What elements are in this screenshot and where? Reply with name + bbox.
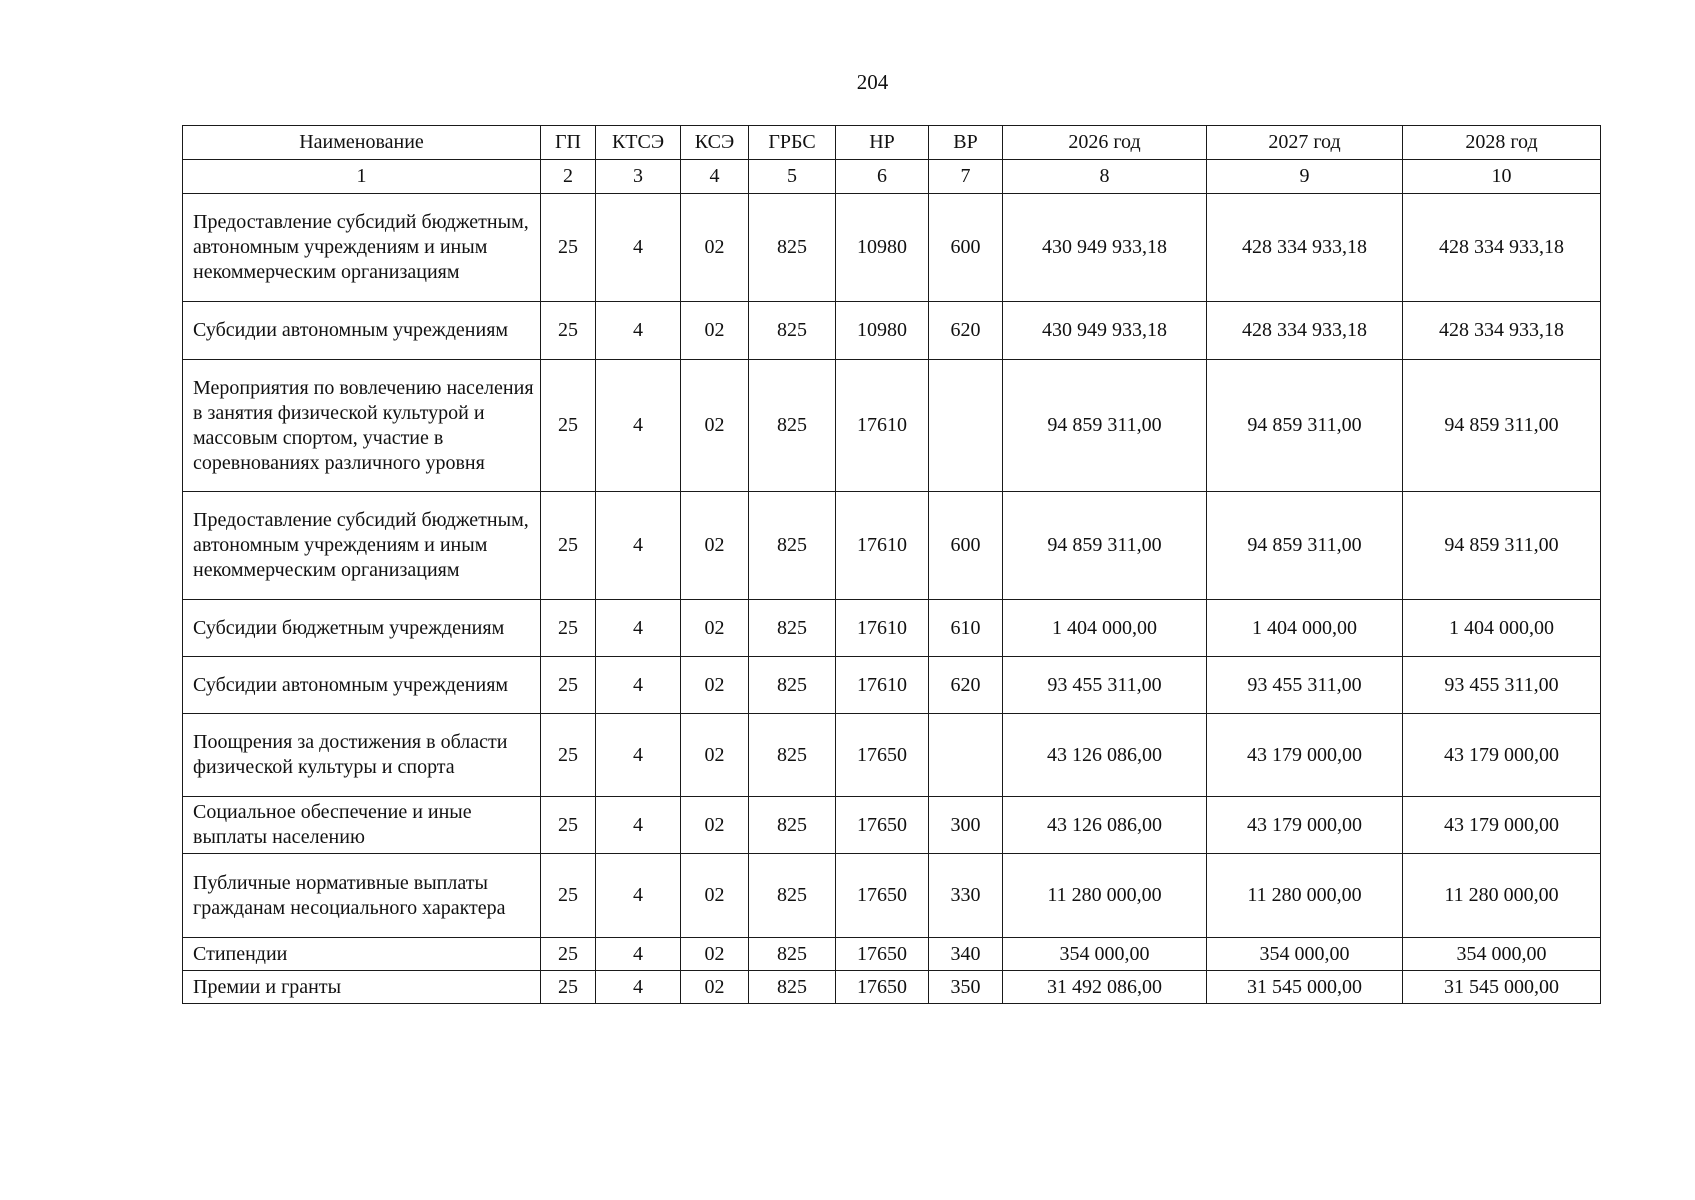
amount-2026-cell: 430 949 933,18 xyxy=(1003,302,1207,360)
column-header-2026: 2026 год xyxy=(1003,126,1207,160)
gp-cell: 25 xyxy=(541,302,596,360)
gp-cell: 25 xyxy=(541,854,596,938)
kse-cell: 02 xyxy=(681,971,749,1004)
kse-cell: 02 xyxy=(681,302,749,360)
ktse-cell: 4 xyxy=(596,600,681,657)
vr-cell: 330 xyxy=(929,854,1003,938)
amount-2027-cell: 43 179 000,00 xyxy=(1207,714,1403,797)
row-name-cell: Стипендии xyxy=(183,938,541,971)
amount-2026-cell: 1 404 000,00 xyxy=(1003,600,1207,657)
vr-cell: 340 xyxy=(929,938,1003,971)
amount-2028-cell: 11 280 000,00 xyxy=(1403,854,1601,938)
amount-2026-cell: 94 859 311,00 xyxy=(1003,492,1207,600)
amount-2028-cell: 428 334 933,18 xyxy=(1403,194,1601,302)
amount-2027-cell: 93 455 311,00 xyxy=(1207,657,1403,714)
kse-cell: 02 xyxy=(681,797,749,854)
nr-cell: 17610 xyxy=(836,492,929,600)
table-row xyxy=(183,302,1601,360)
vr-cell: 600 xyxy=(929,194,1003,302)
amount-2026-cell: 11 280 000,00 xyxy=(1003,854,1207,938)
amount-2028-cell: 94 859 311,00 xyxy=(1403,492,1601,600)
table-row xyxy=(183,600,1601,657)
column-header-nr: НР xyxy=(836,126,929,160)
ktse-cell: 4 xyxy=(596,302,681,360)
ktse-cell: 4 xyxy=(596,657,681,714)
row-name-cell: Субсидии бюджетным учреждениям xyxy=(183,600,541,657)
ktse-cell: 4 xyxy=(596,797,681,854)
column-number: 1 xyxy=(183,160,541,194)
ktse-cell: 4 xyxy=(596,971,681,1004)
column-number: 7 xyxy=(929,160,1003,194)
row-name-cell: Предоставление субсидий бюджетным, автономным учреждениям и иным некоммерческим организациям xyxy=(183,492,541,600)
gp-cell: 25 xyxy=(541,938,596,971)
row-name-cell: Премии и гранты xyxy=(183,971,541,1004)
column-number: 8 xyxy=(1003,160,1207,194)
ktse-cell: 4 xyxy=(596,360,681,492)
grbs-cell: 825 xyxy=(749,714,836,797)
row-name-cell: Субсидии автономным учреждениям xyxy=(183,302,541,360)
kse-cell: 02 xyxy=(681,714,749,797)
gp-cell: 25 xyxy=(541,797,596,854)
nr-cell: 17650 xyxy=(836,938,929,971)
ktse-cell: 4 xyxy=(596,938,681,971)
table-row xyxy=(183,971,1601,1004)
row-name-cell: Поощрения за достижения в области физической культуры и спорта xyxy=(183,714,541,797)
gp-cell: 25 xyxy=(541,194,596,302)
row-name-cell: Предоставление субсидий бюджетным, автономным учреждениям и иным некоммерческим организациям xyxy=(183,194,541,302)
table-body xyxy=(183,194,1601,1004)
column-header-2028: 2028 год xyxy=(1403,126,1601,160)
amount-2026-cell: 354 000,00 xyxy=(1003,938,1207,971)
amount-2026-cell: 93 455 311,00 xyxy=(1003,657,1207,714)
amount-2026-cell: 43 126 086,00 xyxy=(1003,714,1207,797)
grbs-cell: 825 xyxy=(749,302,836,360)
column-number: 9 xyxy=(1207,160,1403,194)
amount-2027-cell: 31 545 000,00 xyxy=(1207,971,1403,1004)
grbs-cell: 825 xyxy=(749,797,836,854)
vr-cell: 620 xyxy=(929,657,1003,714)
table-row xyxy=(183,492,1601,600)
amount-2028-cell: 31 545 000,00 xyxy=(1403,971,1601,1004)
column-header-ktse: КТСЭ xyxy=(596,126,681,160)
vr-cell: 600 xyxy=(929,492,1003,600)
grbs-cell: 825 xyxy=(749,854,836,938)
kse-cell: 02 xyxy=(681,854,749,938)
gp-cell: 25 xyxy=(541,600,596,657)
vr-cell: 350 xyxy=(929,971,1003,1004)
grbs-cell: 825 xyxy=(749,194,836,302)
nr-cell: 17610 xyxy=(836,600,929,657)
row-name-cell: Субсидии автономным учреждениям xyxy=(183,657,541,714)
amount-2026-cell: 31 492 086,00 xyxy=(1003,971,1207,1004)
grbs-cell: 825 xyxy=(749,971,836,1004)
amount-2027-cell: 94 859 311,00 xyxy=(1207,492,1403,600)
column-number: 6 xyxy=(836,160,929,194)
budget-table xyxy=(182,125,1601,1004)
amount-2026-cell: 43 126 086,00 xyxy=(1003,797,1207,854)
table-row xyxy=(183,657,1601,714)
column-number: 4 xyxy=(681,160,749,194)
column-number: 3 xyxy=(596,160,681,194)
amount-2028-cell: 93 455 311,00 xyxy=(1403,657,1601,714)
grbs-cell: 825 xyxy=(749,938,836,971)
grbs-cell: 825 xyxy=(749,492,836,600)
amount-2026-cell: 430 949 933,18 xyxy=(1003,194,1207,302)
gp-cell: 25 xyxy=(541,971,596,1004)
page-number: 204 xyxy=(856,70,889,94)
gp-cell: 25 xyxy=(541,492,596,600)
amount-2028-cell: 428 334 933,18 xyxy=(1403,302,1601,360)
amount-2028-cell: 1 404 000,00 xyxy=(1403,600,1601,657)
row-name-cell: Мероприятия по вовлечению населения в занятия физической культурой и массовым спортом, участие в соревнованиях различного уровня xyxy=(183,360,541,492)
nr-cell: 17610 xyxy=(836,360,929,492)
kse-cell: 02 xyxy=(681,938,749,971)
amount-2027-cell: 428 334 933,18 xyxy=(1207,194,1403,302)
column-header-2027: 2027 год xyxy=(1207,126,1403,160)
vr-cell: 300 xyxy=(929,797,1003,854)
amount-2027-cell: 43 179 000,00 xyxy=(1207,797,1403,854)
grbs-cell: 825 xyxy=(749,360,836,492)
column-header-gp: ГП xyxy=(541,126,596,160)
column-number: 10 xyxy=(1403,160,1601,194)
row-name-cell: Социальное обеспечение и иные выплаты населению xyxy=(183,797,541,854)
vr-cell: 620 xyxy=(929,302,1003,360)
column-number-row xyxy=(183,160,1601,194)
column-number: 5 xyxy=(749,160,836,194)
table-row xyxy=(183,938,1601,971)
column-header-kse: КСЭ xyxy=(681,126,749,160)
vr-cell xyxy=(929,360,1003,492)
table-row xyxy=(183,714,1601,797)
nr-cell: 10980 xyxy=(836,302,929,360)
amount-2027-cell: 94 859 311,00 xyxy=(1207,360,1403,492)
ktse-cell: 4 xyxy=(596,714,681,797)
amount-2028-cell: 94 859 311,00 xyxy=(1403,360,1601,492)
table-row xyxy=(183,360,1601,492)
ktse-cell: 4 xyxy=(596,492,681,600)
ktse-cell: 4 xyxy=(596,854,681,938)
column-number: 2 xyxy=(541,160,596,194)
grbs-cell: 825 xyxy=(749,600,836,657)
nr-cell: 17650 xyxy=(836,971,929,1004)
ktse-cell: 4 xyxy=(596,194,681,302)
table-row xyxy=(183,797,1601,854)
kse-cell: 02 xyxy=(681,492,749,600)
amount-2027-cell: 1 404 000,00 xyxy=(1207,600,1403,657)
table-row xyxy=(183,194,1601,302)
gp-cell: 25 xyxy=(541,360,596,492)
nr-cell: 17650 xyxy=(836,854,929,938)
vr-cell xyxy=(929,714,1003,797)
kse-cell: 02 xyxy=(681,194,749,302)
kse-cell: 02 xyxy=(681,360,749,492)
nr-cell: 17650 xyxy=(836,797,929,854)
grbs-cell: 825 xyxy=(749,657,836,714)
amount-2026-cell: 94 859 311,00 xyxy=(1003,360,1207,492)
kse-cell: 02 xyxy=(681,657,749,714)
kse-cell: 02 xyxy=(681,600,749,657)
column-header-grbs: ГРБС xyxy=(749,126,836,160)
nr-cell: 17650 xyxy=(836,714,929,797)
table-row xyxy=(183,854,1601,938)
column-header-vr: ВР xyxy=(929,126,1003,160)
table-header xyxy=(183,126,1601,194)
amount-2027-cell: 428 334 933,18 xyxy=(1207,302,1403,360)
gp-cell: 25 xyxy=(541,657,596,714)
gp-cell: 25 xyxy=(541,714,596,797)
nr-cell: 10980 xyxy=(836,194,929,302)
row-name-cell: Публичные нормативные выплаты гражданам несоциального характера xyxy=(183,854,541,938)
header-row xyxy=(183,126,1601,160)
amount-2027-cell: 11 280 000,00 xyxy=(1207,854,1403,938)
amount-2027-cell: 354 000,00 xyxy=(1207,938,1403,971)
column-header-name: Наименование xyxy=(183,126,541,160)
nr-cell: 17610 xyxy=(836,657,929,714)
amount-2028-cell: 354 000,00 xyxy=(1403,938,1601,971)
amount-2028-cell: 43 179 000,00 xyxy=(1403,714,1601,797)
vr-cell: 610 xyxy=(929,600,1003,657)
amount-2028-cell: 43 179 000,00 xyxy=(1403,797,1601,854)
